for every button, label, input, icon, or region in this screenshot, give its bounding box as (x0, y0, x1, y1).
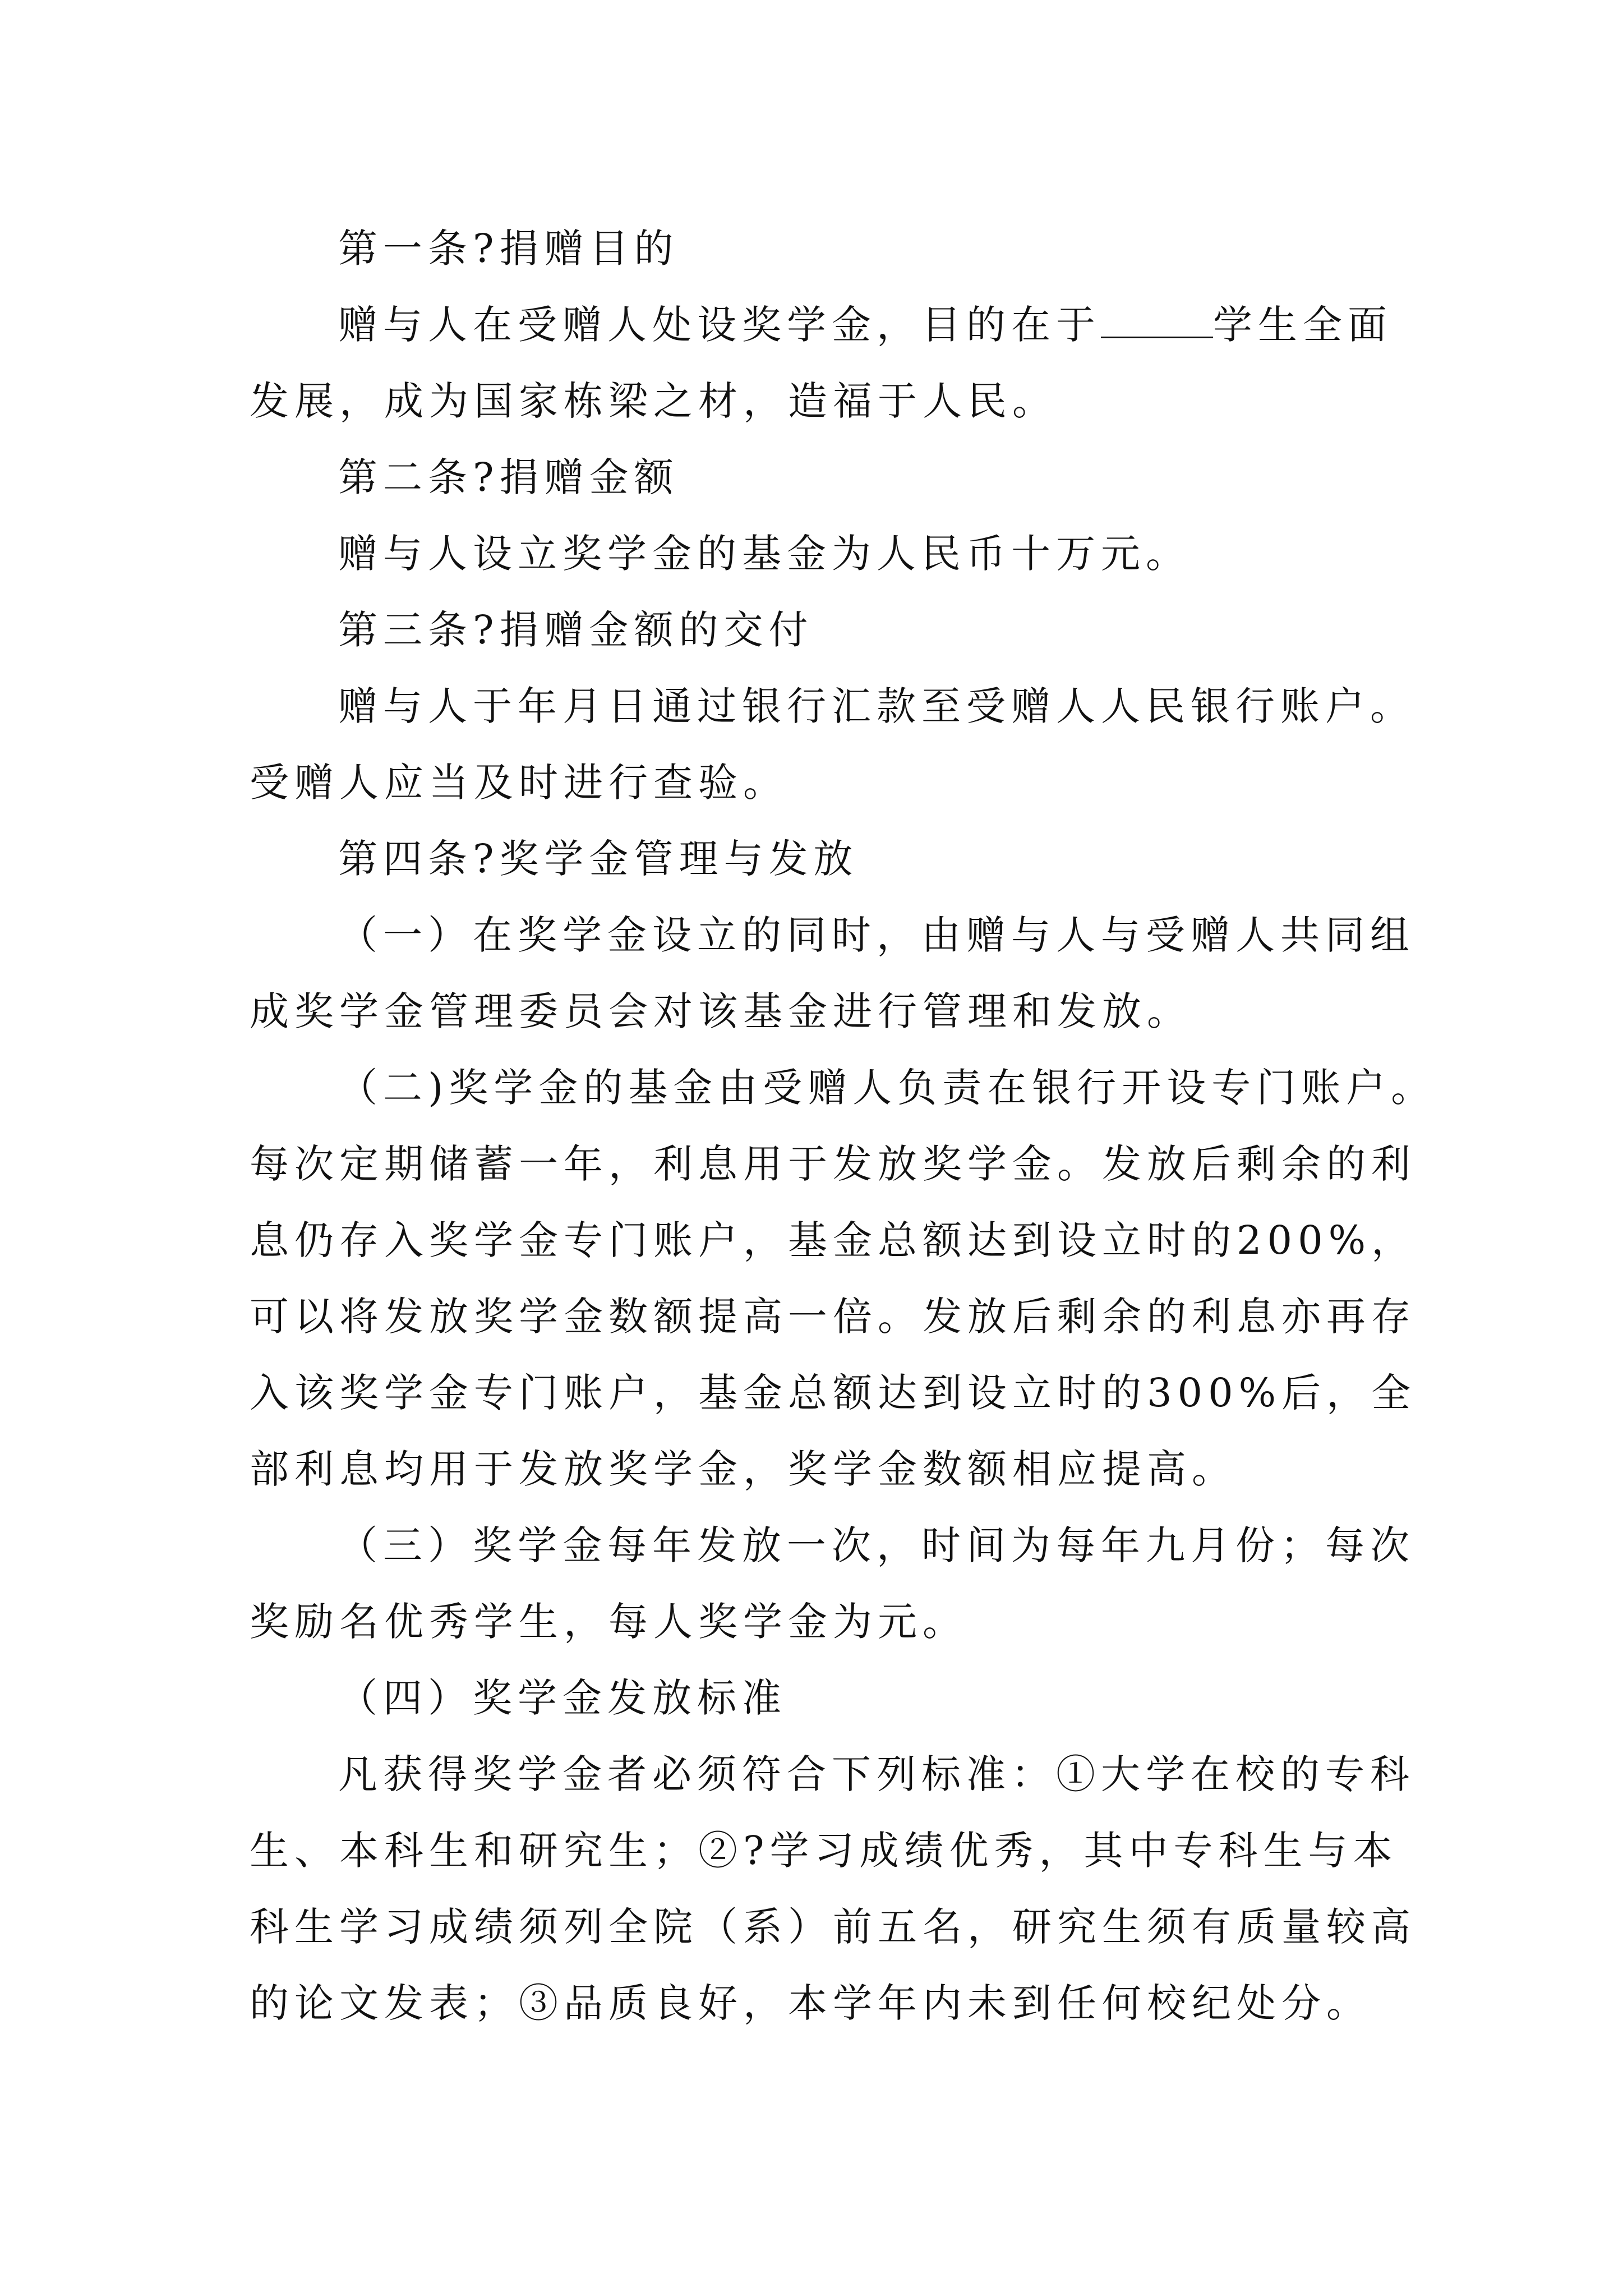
article-2-heading: 第二条?捐赠金额 (338, 454, 679, 500)
article-4-item-3-cont: 奖励名优秀学生，每人奖学金为元。 (250, 1599, 967, 1645)
article-4-item-2-cont: 息仍存入奖学金专门账户，基金总额达到设立时的200%， (250, 1217, 1417, 1263)
article-4-heading: 第四条?奖学金管理与发放 (338, 836, 859, 882)
article-3-heading: 第三条?捐赠金额的交付 (338, 607, 814, 653)
article-4-item-3: （三）奖学金每年发放一次，时间为每年九月份；每次 (338, 1522, 1415, 1568)
article-3-paragraph: 赠与人于年月日通过银行汇款至受赠人人民银行账户。 (338, 683, 1415, 729)
article-1-paragraph-cont: 发展，成为国家栋梁之材，造福于人民。 (250, 378, 1057, 424)
article-4-item-1: （一）在奖学金设立的同时，由赠与人与受赠人共同组 (338, 912, 1415, 958)
article-4-item-2: （二)奖学金的基金由受赠人负责在银行开设专门账户。 (338, 1065, 1436, 1111)
article-4-item-2-cont: 部利息均用于发放奖学金，奖学金数额相应提高。 (250, 1446, 1237, 1492)
article-4-item-4-paragraph-cont: 科生学习成绩须列全院（系）前五名，研究生须有质量较高 (250, 1904, 1416, 1950)
article-4-item-4-paragraph: 凡获得奖学金者必须符合下列标准：①大学在校的专科 (338, 1751, 1415, 1797)
article-1-paragraph: 赠与人在受赠人处设奖学金，目的在于 学生全面 (338, 302, 1393, 348)
fill-in-blank (1101, 303, 1213, 338)
article-2-paragraph: 赠与人设立奖学金的基金为人民币十万元。 (338, 531, 1191, 577)
article-4-item-1-cont: 成奖学金管理委员会对该基金进行管理和发放。 (250, 988, 1192, 1034)
article-4-item-4-heading: （四）奖学金发放标准 (338, 1675, 787, 1721)
article-4-item-4-paragraph-cont: 生、本科生和研究生；②?学习成绩优秀，其中专科生与本 (250, 1828, 1398, 1874)
article-4-item-2-cont: 每次定期储蓄一年，利息用于发放奖学金。发放后剩余的利 (250, 1141, 1416, 1187)
article-1-heading: 第一条?捐赠目的 (338, 226, 679, 272)
document-body (250, 210, 1436, 2041)
article-3-paragraph-cont: 受赠人应当及时进行查验。 (250, 760, 788, 806)
article-4-item-2-cont: 可以将发放奖学金数额提高一倍。发放后剩余的利息亦再存 (250, 1294, 1416, 1340)
article-4-item-2-cont: 入该奖学金专门账户，基金总额达到设立时的300%后，全 (250, 1370, 1417, 1416)
article-4-item-4-paragraph-cont: 的论文发表；③品质良好，本学年内未到任何校纪处分。 (250, 1980, 1371, 2026)
